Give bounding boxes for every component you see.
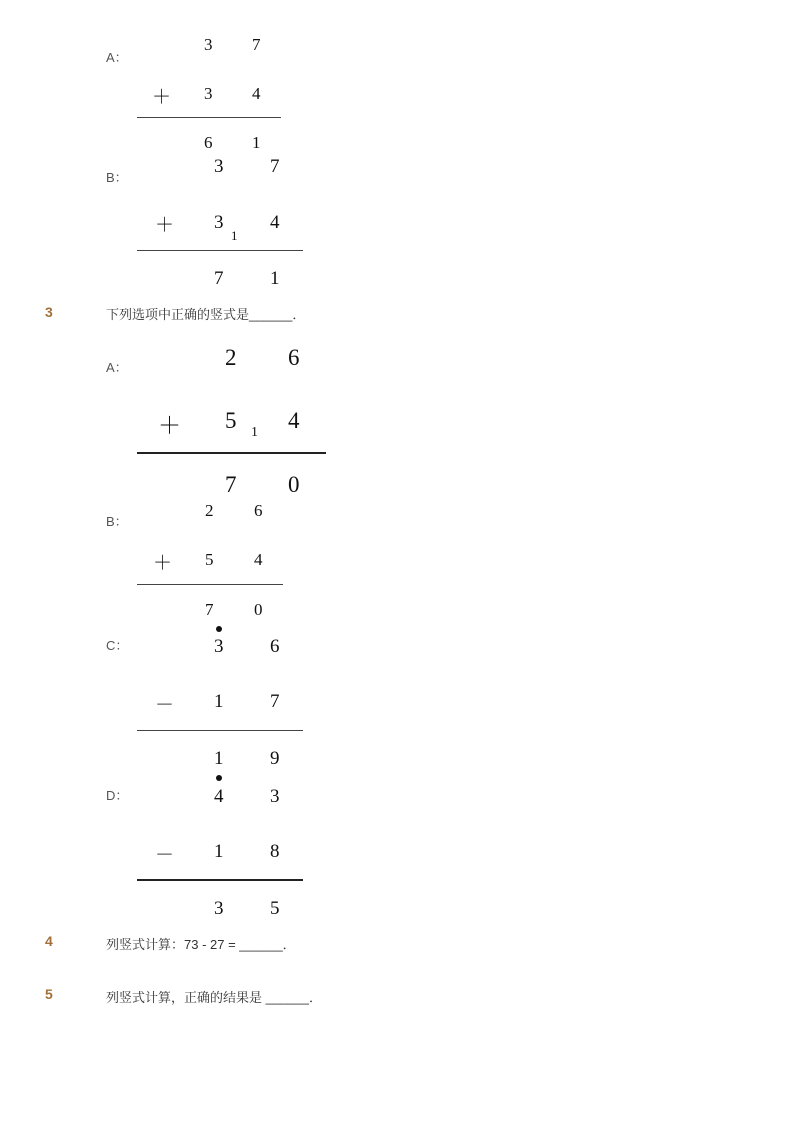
digit: 6 <box>204 133 213 152</box>
digit: 2 <box>225 345 237 370</box>
digit: 5 <box>205 550 214 569</box>
digit: 3 <box>214 898 224 919</box>
plus-sign: ＋ <box>153 553 173 574</box>
digit: 5 <box>270 898 280 919</box>
digit: 1 <box>214 691 224 712</box>
plus-sign: ＋ <box>155 215 175 236</box>
digit: 7 <box>270 691 280 712</box>
difference-line <box>137 879 303 881</box>
digit: 5 <box>225 408 237 433</box>
borrow-dot <box>216 775 222 781</box>
digit: 4 <box>288 408 300 433</box>
borrow-dot <box>216 626 222 632</box>
digit: 3 <box>204 35 213 54</box>
question-number: 4 <box>45 933 53 949</box>
sum-line <box>137 250 303 251</box>
digit: 4 <box>214 786 224 807</box>
question-text: 列竖式计算，正确的结果是 ______． <box>106 990 322 1005</box>
digit: 6 <box>270 636 280 657</box>
digit: 3 <box>204 84 213 103</box>
digit: 2 <box>205 501 214 520</box>
minus-sign: － <box>155 695 175 716</box>
sum-line <box>137 452 326 454</box>
question-text: 列竖式计算：73 - 27 = ______． <box>106 937 296 952</box>
option-label-c: C： <box>106 638 129 653</box>
digit: 7 <box>214 268 224 289</box>
digit: 7 <box>270 156 280 177</box>
digit: 3 <box>214 636 224 657</box>
carry-digit: 1 <box>251 425 258 440</box>
digit: 0 <box>254 600 263 619</box>
digit: 6 <box>254 501 263 520</box>
option-label-b: B： <box>106 514 128 529</box>
plus-sign: ＋ <box>158 413 181 438</box>
digit: 3 <box>214 156 224 177</box>
digit: 9 <box>270 748 280 769</box>
digit: 1 <box>270 268 280 289</box>
digit: 1 <box>214 748 224 769</box>
digit: 8 <box>270 841 280 862</box>
digit: 4 <box>254 550 263 569</box>
sum-line <box>137 584 283 585</box>
digit: 1 <box>252 133 261 152</box>
option-label-a: A： <box>106 360 128 375</box>
digit: 3 <box>270 786 280 807</box>
option-label-b: B： <box>106 170 128 185</box>
digit: 0 <box>288 472 300 497</box>
digit: 1 <box>214 841 224 862</box>
option-label-d: D： <box>106 788 129 803</box>
minus-sign: － <box>155 845 175 866</box>
plus-sign: ＋ <box>152 87 172 108</box>
question-text: 下列选项中正确的竖式是______． <box>106 307 306 322</box>
digit: 4 <box>252 84 261 103</box>
difference-line <box>137 730 303 731</box>
digit: 7 <box>225 472 237 497</box>
digit: 4 <box>270 212 280 233</box>
question-number: 5 <box>45 986 53 1002</box>
digit: 7 <box>252 35 261 54</box>
digit: 7 <box>205 600 214 619</box>
option-label-a: A： <box>106 50 128 65</box>
digit: 3 <box>214 212 224 233</box>
sum-line <box>137 117 281 118</box>
digit: 6 <box>288 345 300 370</box>
question-number: 3 <box>45 304 53 320</box>
carry-digit: 1 <box>231 228 238 243</box>
